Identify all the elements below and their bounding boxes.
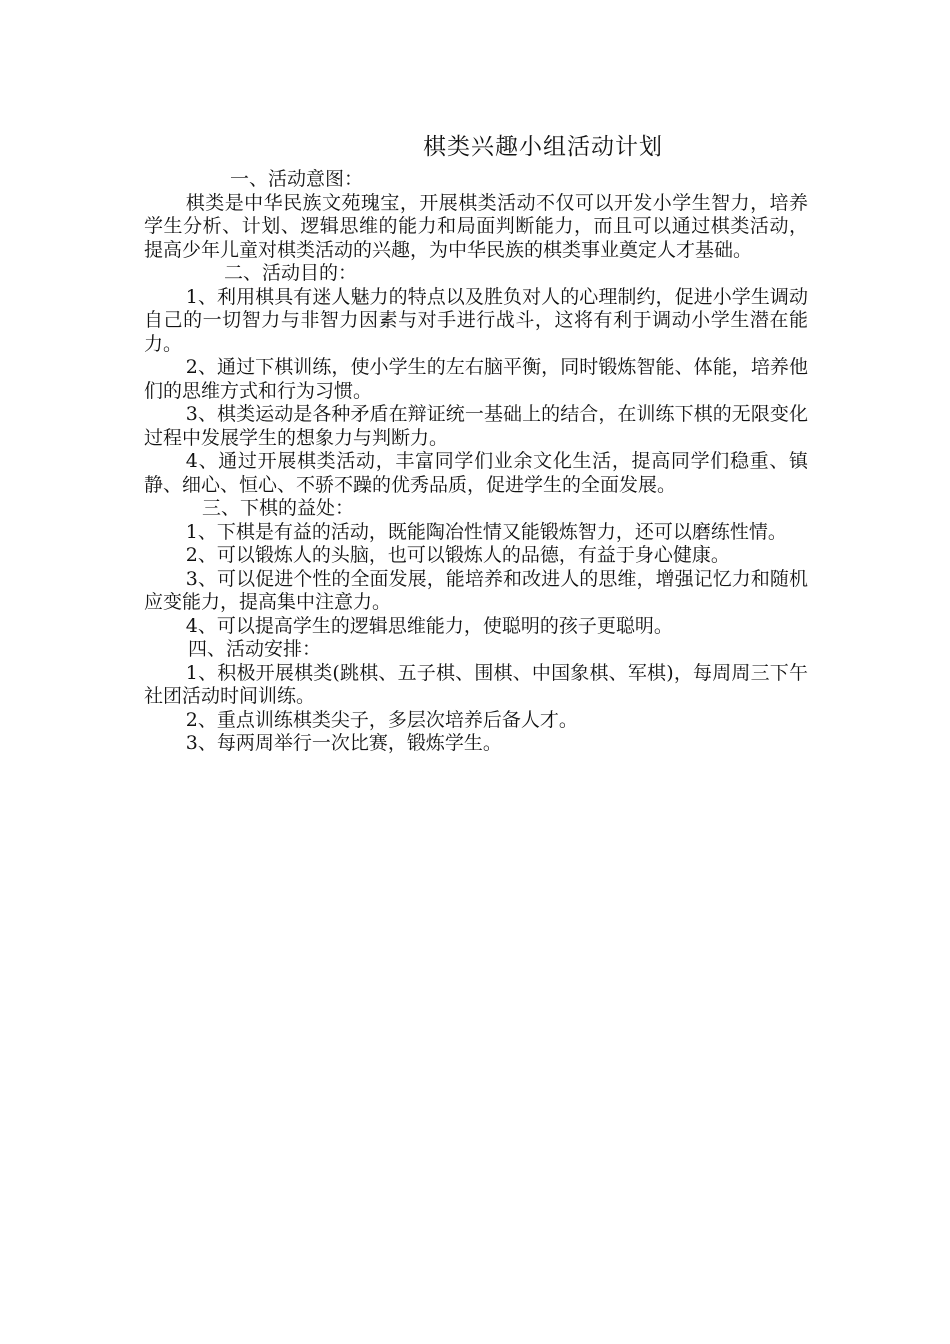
section-3-paragraph-4: 4、可以提高学生的逻辑思维能力，使聪明的孩子更聪明。 <box>185 614 673 637</box>
document-title: 棋类兴趣小组活动计划 <box>423 134 663 160</box>
section-heading-4: 四、活动安排： <box>188 638 322 660</box>
section-heading-1: 一、活动意图： <box>230 168 364 190</box>
section-3-paragraph-3: 3、可以促进个性的全面发展，能培养和改进人的思维，增强记忆力和随机应变能力，提高集中注意力。 <box>144 567 808 613</box>
section-4-paragraph-1: 1、积极开展棋类(跳棋、五子棋、围棋、中国象棋、军棋)，每周周三下午社团活动时间训练。 <box>144 661 808 707</box>
section-heading-2: 二、活动目的： <box>224 262 358 284</box>
section-4-paragraph-2: 2、重点训练棋类尖子，多层次培养后备人才。 <box>185 708 578 731</box>
section-1-paragraph-1: 棋类是中华民族文苑瑰宝，开展棋类活动不仅可以开发小学生智力，培养学生分析、计划、逻辑思维的能力和局面判断能力，而且可以通过棋类活动，提高少年儿童对棋类活动的兴趣，为中华民族的棋类事业奠定人才基础。 <box>144 191 808 261</box>
section-heading-3: 三、下棋的益处： <box>202 497 355 519</box>
section-3-paragraph-1: 1、下棋是有益的活动，既能陶冶性情又能锻炼智力，还可以磨练性情。 <box>185 520 787 543</box>
section-4-paragraph-3: 3、每两周举行一次比赛，锻炼学生。 <box>185 732 502 754</box>
section-2-paragraph-2: 2、通过下棋训练，使小学生的左右脑平衡，同时锻炼智能、体能，培养他们的思维方式和行为习惯。 <box>144 356 808 402</box>
section-2-paragraph-4: 4、通过开展棋类活动，丰富同学们业余文化生活，提高同学们稳重、镇静、细心、恒心、不骄不躁的优秀品质，促进学生的全面发展。 <box>144 450 808 496</box>
section-2-paragraph-1: 1、利用棋具有迷人魅力的特点以及胜负对人的心理制约，促进小学生调动自己的一切智力与非智力因素与对手进行战斗，这将有利于调动小学生潜在能力。 <box>144 285 808 355</box>
section-2-paragraph-3: 3、棋类运动是各种矛盾在辩证统一基础上的结合，在训练下棋的无限变化过程中发展学生的想象力与判断力。 <box>144 403 808 449</box>
document-page <box>144 128 808 756</box>
section-3-paragraph-2: 2、可以锻炼人的头脑，也可以锻炼人的品德，有益于身心健康。 <box>185 544 730 566</box>
